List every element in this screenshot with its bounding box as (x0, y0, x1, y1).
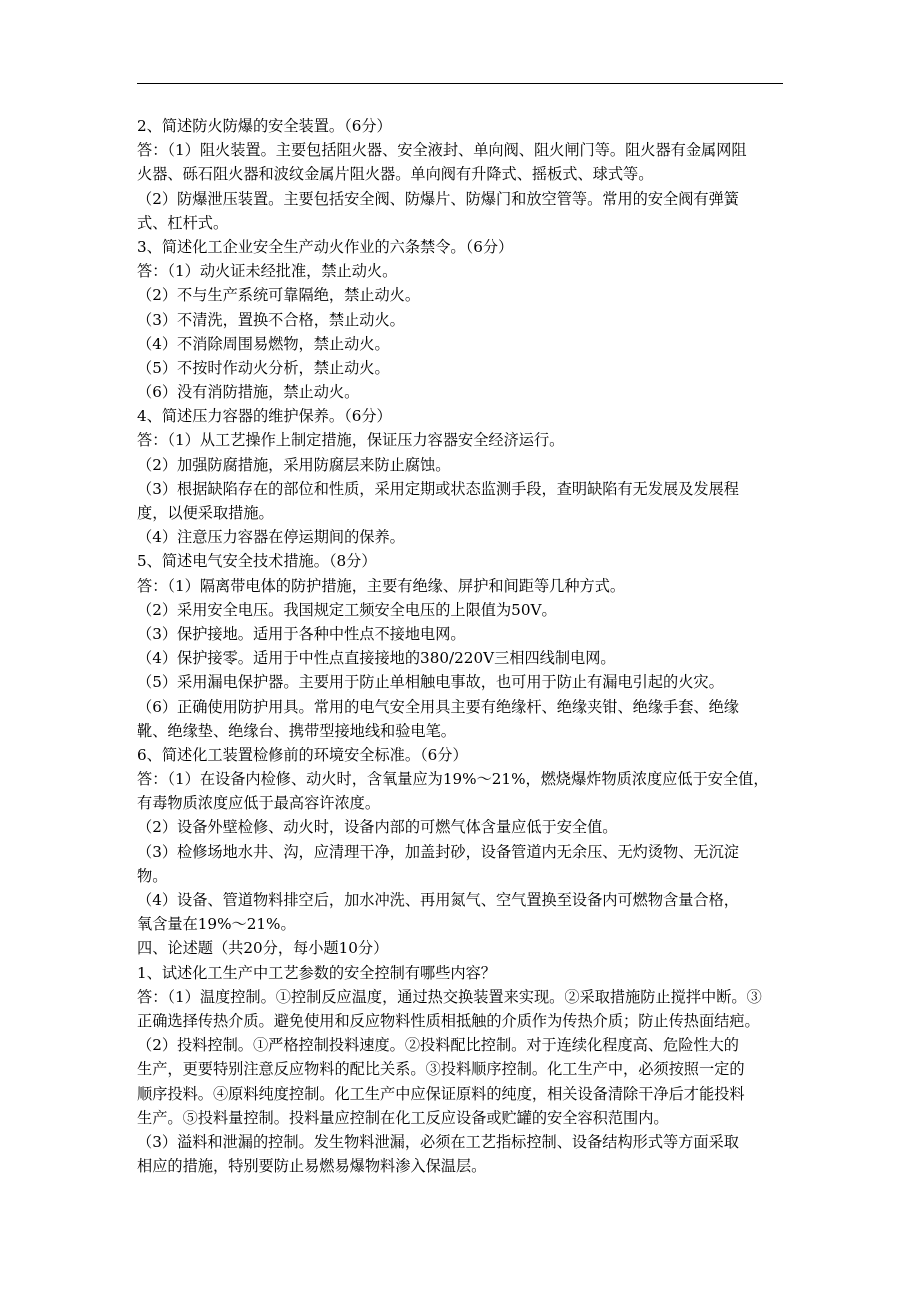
text-line: （2）投料控制。①严格控制投料速度。②投料配比控制。对于连续化程度高、危险性大的 (137, 1036, 739, 1055)
text-line: 靴、绝缘垫、绝缘台、携带型接地线和验电笔。 (137, 721, 456, 740)
text-line: 6、简述化工装置检修前的环境安全标准。（6分） (137, 745, 468, 764)
text-line: （2）设备外壁检修、动火时，设备内部的可燃气体含量应低于安全值。 (137, 818, 618, 837)
text-line: （4）注意压力容器在停运期间的保养。 (137, 528, 405, 547)
text-line: 答：（1）阻火装置。主要包括阻火器、安全液封、单向阀、阻火闸门等。阻火器有金属网阻 (137, 141, 747, 160)
text-line: （6）正确使用防护用具。常用的电气安全用具主要有绝缘杆、绝缘夹钳、绝缘手套、绝缘 (137, 697, 739, 716)
document-body (137, 114, 789, 1178)
text-line: 度，以便采取措施。 (137, 504, 274, 522)
text-line: （4）不消除周围易燃物，禁止动火。 (137, 334, 390, 353)
text-line: 有毒物质浓度应低于最高容许浓度。 (137, 794, 380, 813)
text-line: 答：（1）动火证未经批准，禁止动火。 (137, 262, 398, 281)
text-line: （3）根据缺陷存在的部位和性质，采用定期或状态监测手段，查明缺陷有无发展及发展程 (137, 479, 739, 498)
text-line: 4、简述压力容器的维护保养。（6分） (137, 407, 392, 426)
text-line: （2）加强防腐措施，采用防腐层来防止腐蚀。 (137, 455, 451, 474)
text-line: 式、杠杆式。 (137, 213, 229, 232)
text-line: （3）不清洗，置换不合格，禁止动火。 (137, 310, 405, 329)
text-line: （5）采用漏电保护器。主要用于防止单相触电事故，也可用于防止有漏电引起的火灾。 (137, 673, 724, 692)
text-line: 四、论述题（共20分，每小题10分） (137, 939, 389, 958)
text-line: （3）溢料和泄漏的控制。发生物料泄漏，必须在工艺指标控制、设备结构形式等方面采取 (137, 1132, 739, 1151)
text-line: （3）检修场地水井、沟，应清理干净，加盖封砂，设备管道内无余压、无灼烫物、无沉淀 (137, 842, 739, 861)
text-line: （4）保护接零。适用于中性点直接接地的380/220V三相四线制电网。 (137, 649, 616, 668)
text-line: （4）设备、管道物料排空后，加水冲洗、再用氮气、空气置换至设备内可燃物含量合格， (137, 891, 739, 909)
text-line: 答：（1）温度控制。①控制反应温度，通过热交换装置来实现。②采取措施防止搅拌中断。③ (137, 987, 762, 1006)
text-line: 生产。⑤投料量控制。投料量应控制在化工反应设备或贮罐的安全容积范围内。 (137, 1108, 669, 1127)
text-line: （6）没有消防措施，禁止动火。 (137, 383, 360, 402)
text-line: 相应的措施，特别要防止易燃易爆物料渗入保温层。 (137, 1157, 487, 1176)
text-line: （2）防爆泄压装置。主要包括安全阀、防爆片、防爆门和放空管等。常用的安全阀有弹簧 (137, 189, 739, 208)
text-line: （5）不按时作动火分析，禁止动火。 (137, 358, 390, 377)
text-line: 5、简述电气安全技术措施。（8分） (137, 552, 377, 571)
text-line: （3）保护接地。适用于各种中性点不接地电网。 (137, 624, 466, 643)
text-line: 2、简述防火防爆的安全装置。（6分） (137, 117, 392, 135)
text-line: （2）不与生产系统可靠隔绝，禁止动火。 (137, 286, 421, 305)
text-line: 顺序投料。④原料纯度控制。化工生产中应保证原料的纯度，相关设备清除干净后才能投料 (137, 1084, 745, 1103)
text-line: 答：（1）从工艺操作上制定措施，保证压力容器安全经济运行。 (137, 431, 565, 450)
text-line: 3、简述化工企业安全生产动火作业的六条禁令。（6分） (137, 237, 514, 256)
header-rule (137, 83, 783, 84)
text-line: 氧含量在19%～21%。 (137, 915, 296, 934)
text-line: 生产，更要特别注意反应物料的配比关系。③投料顺序控制。化工生产中，必须按照一定的 (137, 1060, 745, 1079)
text-line: 正确选择传热介质。避免使用和反应物料性质相抵触的介质作为传热介质；防止传热面结疤。 (137, 1011, 760, 1030)
text-line: 物。 (137, 866, 168, 885)
text-line: 1、试述化工生产中工艺参数的安全控制有哪些内容？ (137, 963, 496, 982)
text-line: 火器、砾石阻火器和波纹金属片阻火器。单向阀有升降式、摇板式、球式等。 (137, 165, 654, 184)
text-line: 答：（1）隔离带电体的防护措施，主要有绝缘、屏护和间距等几种方式。 (137, 576, 626, 595)
text-line: 答：（1）在设备内检修、动火时，含氧量应为19%～21%，燃烧爆炸物质浓度应低于安全值， (137, 770, 769, 789)
text-line: （2）采用安全电压。我国规定工频安全电压的上限值为50V。 (137, 600, 557, 619)
